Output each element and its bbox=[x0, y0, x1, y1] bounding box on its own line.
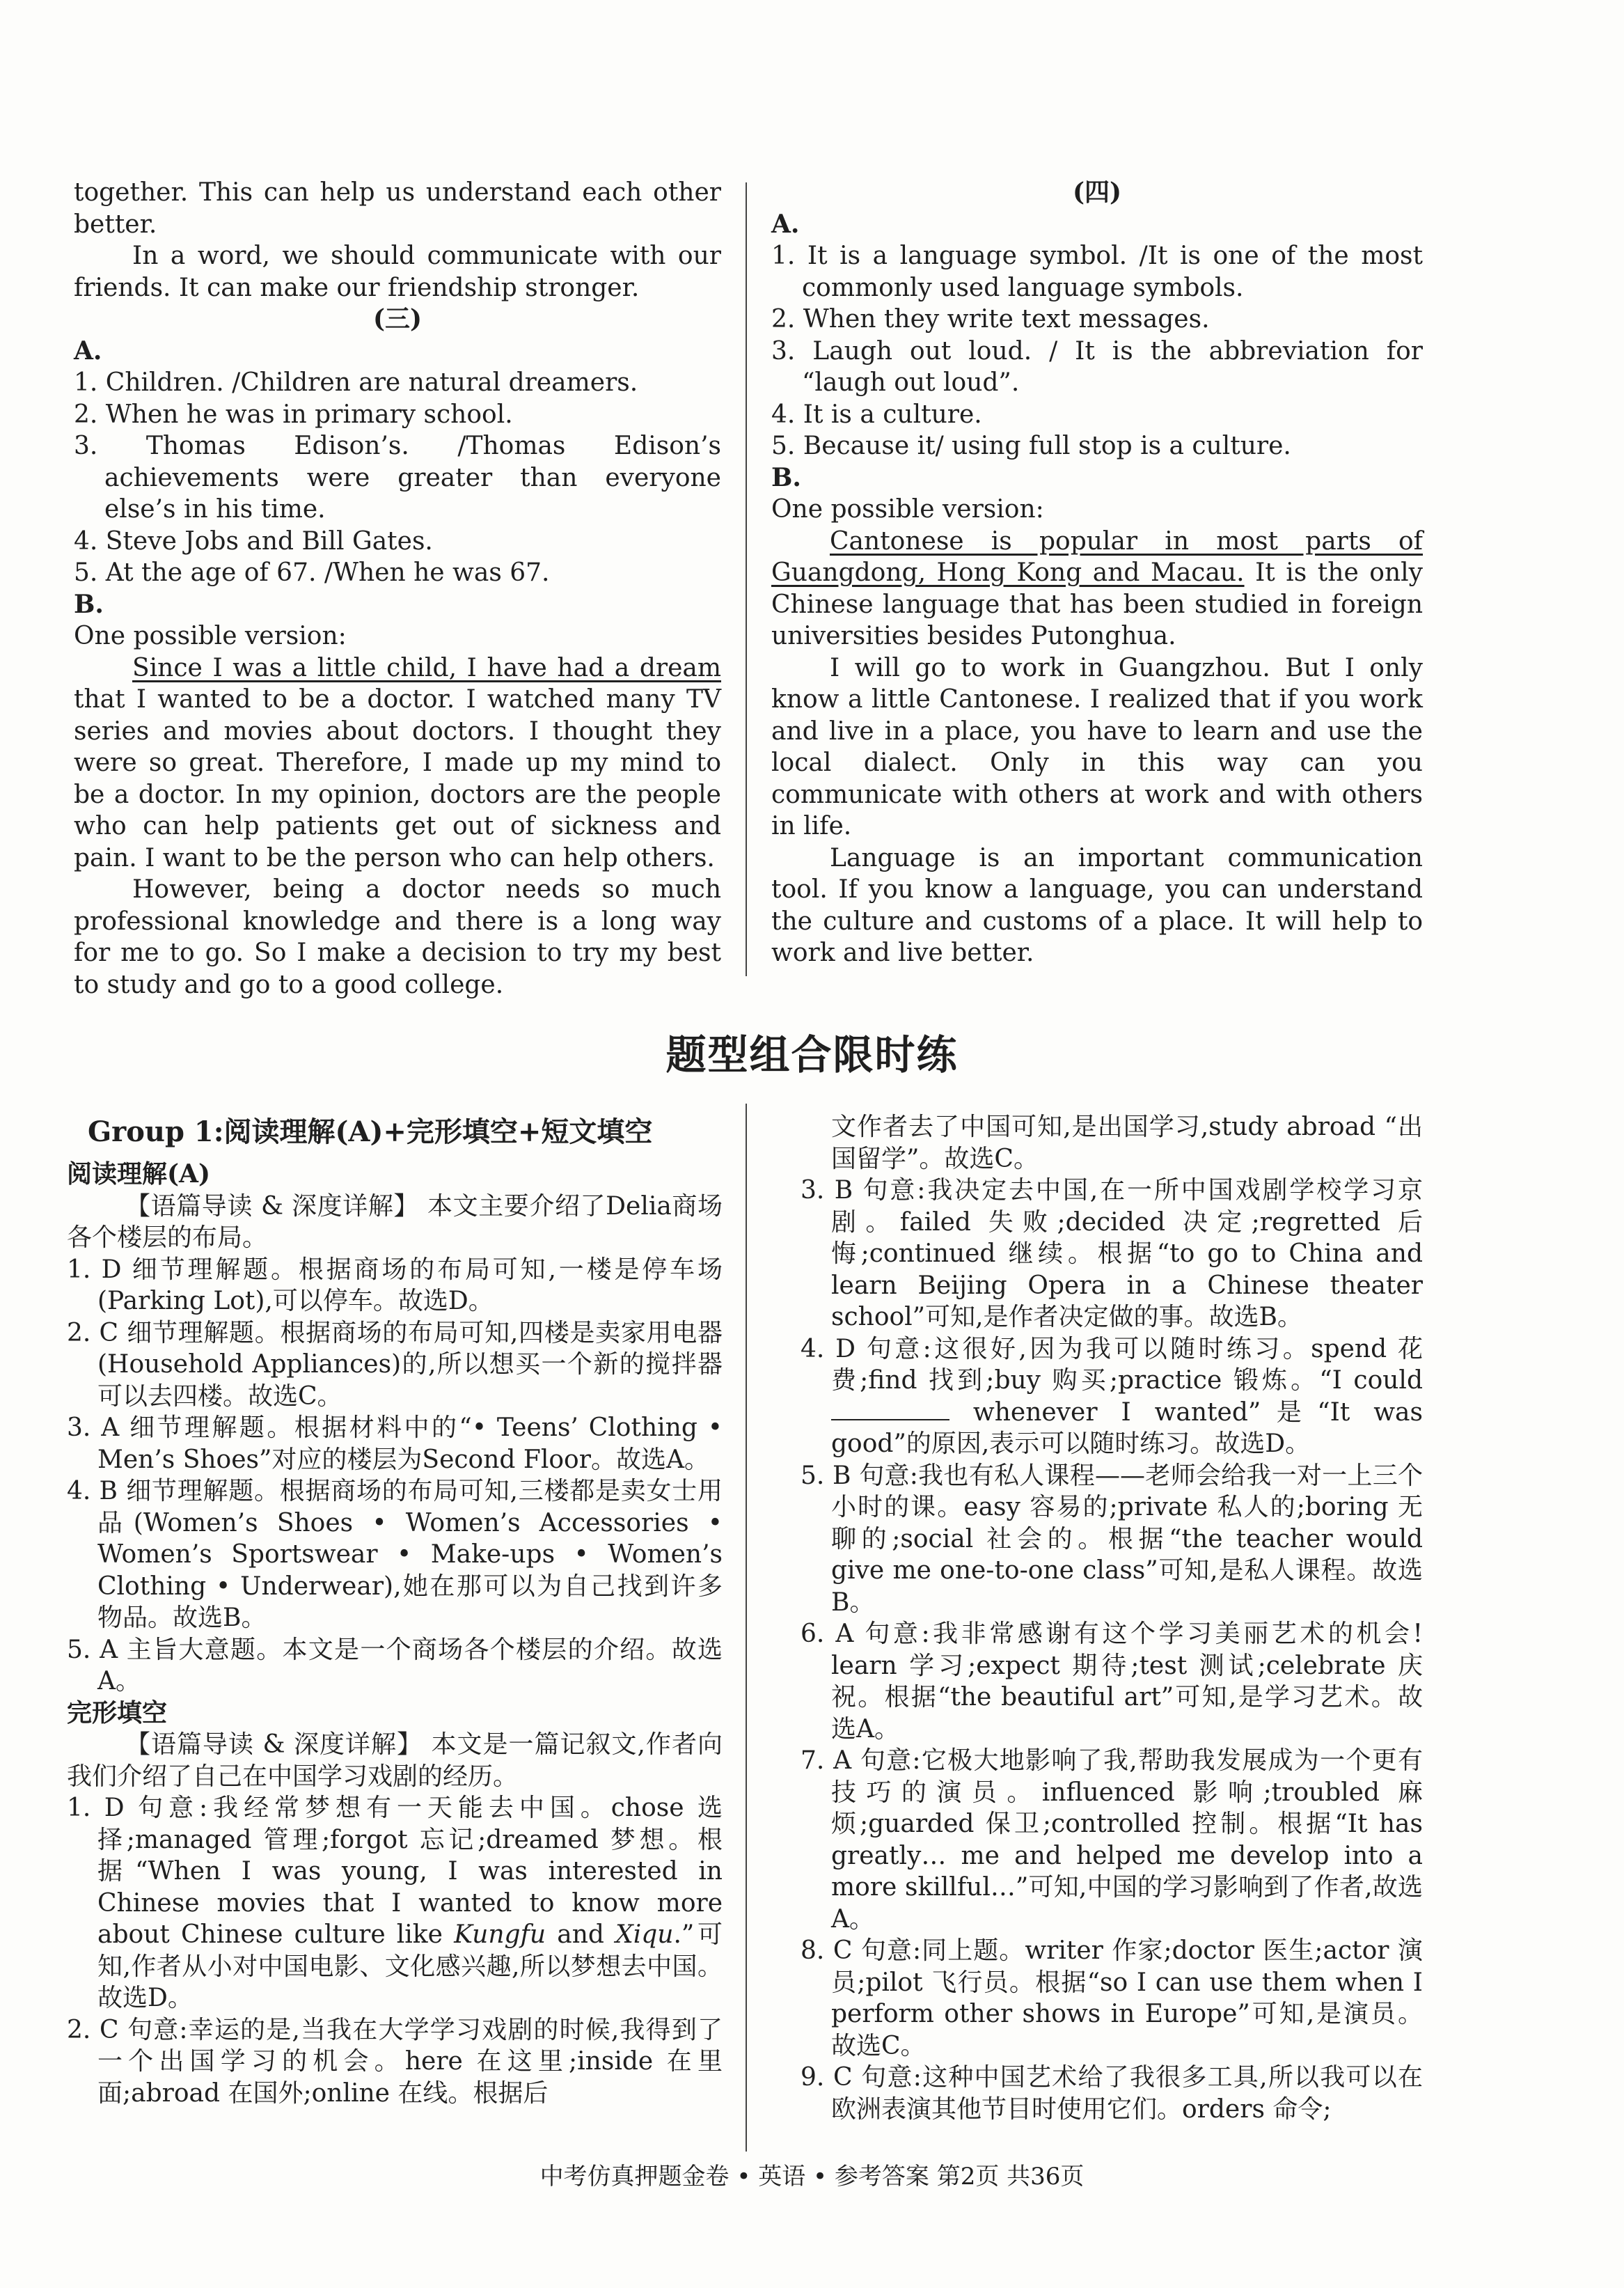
answer-item: 3. B 句意:我决定去中国,在一所中国戏剧学校学习京剧。failed 失败;decided 决定;regretted 后悔;continued 继续。根据“to go to China and learn Beijing Opera in a Chinese theater school”可知,是作者决定做的事。故选B。 bbox=[801, 1176, 1423, 1331]
answer-item: 2. C 句意:幸运的是,当我在大学学习戏剧的时候,我得到了一个出国学习的机会。here 在这里;inside 在里面;abroad 在国外;online 在线。根据后 bbox=[67, 2015, 723, 2108]
essay-text: It is the only Chinese language that has been studied in foreign universities besides Putonghua. bbox=[771, 558, 1423, 650]
answer-text: 1. D 句意:我经常梦想有一天能去中国。chose 选择;managed 管理;forgot 忘记;dreamed 梦想。根据“When I was young, I was interested in Chinese movies that I wanted to know more about Chinese culture like bbox=[67, 1794, 723, 1949]
section-heading: (四) bbox=[1072, 178, 1122, 207]
essay-paragraph: Language is an important communication tool. If you know a language, you can understand the culture and customs of a place. It will help to work and live better. bbox=[771, 843, 1423, 967]
blank-line bbox=[831, 1398, 949, 1420]
answer-item: 5. A 主旨大意题。本文是一个商场各个楼层的介绍。故选A。 bbox=[67, 1635, 723, 1695]
answer-item: 3. A 细节理解题。根据材料中的“• Teens’ Clothing • Men’s Shoes”对应的楼层为Second Floor。故选A。 bbox=[67, 1413, 723, 1474]
answer-item: 4. B 细节理解题。根据商场的布局可知,三楼都是卖女士用品(Women’s Shoes • Women’s Accessories • Women’s Sportswear • Make-ups • Women’s Clothing • Underwear),她在那可以为自己找到许多物品。故选B。 bbox=[67, 1477, 723, 1632]
italic-word: Kungfu bbox=[454, 1920, 546, 1949]
italic-word: Xiqu bbox=[615, 1920, 674, 1949]
column-divider bbox=[746, 1104, 747, 2152]
part-label: A. bbox=[771, 209, 800, 239]
top-left-column bbox=[74, 177, 721, 1001]
answer-text: .”可知,作者从小对中国电影、文化感兴趣,所以梦想去中国。故选D。 bbox=[97, 1920, 723, 2012]
essay-text: that I wanted to be a doctor. I watched many TV series and movies about doctors. I thought they were so great. Therefore, I made up my mind to be a doctor. In my opinion, doctors are the people who can help patients get out of sickness and pain. I want to be the person who can help others. bbox=[74, 685, 721, 872]
page-footer: 中考仿真押题金卷 • 英语 • 参考答案 第2页 共36页 bbox=[539, 2163, 1085, 2191]
reading-intro: 【语篇导读 & 深度详解】 本文主要介绍了Delia商场各个楼层的布局。 bbox=[67, 1191, 723, 1252]
answer-item: 4. Steve Jobs and Bill Gates. bbox=[74, 526, 433, 556]
group-title: Group 1:阅读理解(A)+完形填空+短文填空 bbox=[88, 1115, 653, 1148]
cloze-label: 完形填空 bbox=[67, 1698, 168, 1727]
part-label: B. bbox=[74, 589, 104, 619]
bottom-left-column bbox=[67, 1111, 723, 2109]
essay-paragraph bbox=[74, 652, 721, 875]
answer-continuation: 文作者去了中国可知,是出国学习,study abroad “出国留学”。故选C。 bbox=[831, 1113, 1423, 1173]
underlined-sentence: Cantonese is popular in most parts of Guangdong, Hong Kong and Macau. bbox=[771, 526, 1423, 587]
answer-text: whenever I wanted”是“It was good”的原因,表示可以随时练习。故选D。 bbox=[831, 1397, 1423, 1458]
version-label: One possible version: bbox=[74, 622, 347, 650]
column-divider bbox=[746, 182, 747, 976]
answer-item: 2. When he was in primary school. bbox=[74, 400, 513, 429]
cloze-intro: 【语篇导读 & 深度详解】 本文是一篇记叙文,作者向我们介绍了自己在中国学习戏剧的经历。 bbox=[67, 1730, 723, 1791]
essay-paragraph: However, being a doctor needs so much professional knowledge and there is a long way for me to go. So I make a decision to try my best to study and go to a good college. bbox=[74, 875, 721, 999]
part-label: A. bbox=[74, 336, 102, 366]
section-title: 题型组合限时练 bbox=[665, 1031, 959, 1079]
answer-item: 3. Laugh out loud. / It is the abbreviation for “laugh out loud”. bbox=[771, 336, 1423, 397]
answer-item: 1. D 细节理解题。根据商场的布局可知,一楼是停车场(Parking Lot),可以停车。故选D。 bbox=[67, 1255, 723, 1315]
part-label: B. bbox=[771, 462, 801, 492]
bottom-right-column bbox=[801, 1111, 1423, 2125]
version-label: One possible version: bbox=[771, 495, 1044, 524]
essay-paragraph: I will go to work in Guangzhou. But I only know a little Cantonese. I realized that if you work and live in a place, you have to learn and use the local dialect. Only in this way can you communicate with others at work and with others in life. bbox=[771, 653, 1423, 840]
answer-item: 6. A 句意:我非常感谢有这个学习美丽艺术的机会! learn 学习;expect 期待;test 测试;celebrate 庆祝。根据“the beautiful art”可知,是学习艺术。故选A。 bbox=[801, 1620, 1423, 1744]
answer-item: 5. At the age of 67. /When he was 67. bbox=[74, 558, 550, 587]
answer-item bbox=[67, 1792, 723, 2014]
text-line: together. This can help us understand each other better. bbox=[74, 178, 721, 239]
section-heading: (三) bbox=[372, 304, 423, 334]
underlined-sentence: Since I was a little child, I have had a dream bbox=[132, 653, 721, 682]
text-line: In a word, we should communicate with our friends. It can make our friendship stronger. bbox=[74, 242, 721, 302]
answer-item bbox=[801, 1333, 1423, 1460]
answer-item: 1. Children. /Children are natural dreamers. bbox=[74, 368, 638, 397]
answer-item: 9. C 句意:这种中国艺术给了我很多工具,所以我可以在欧洲表演其他节目时使用它们。orders 命令; bbox=[801, 2063, 1423, 2124]
essay-paragraph bbox=[771, 526, 1423, 652]
answer-item: 5. B 句意:我也有私人课程——老师会给我一对一上三个小时的课。easy 容易的;private 私人的;boring 无聊的;social 社会的。根据“the teacher would give me one-to-one class”可知,是私人课程。故选B。 bbox=[801, 1461, 1423, 1617]
answer-item: 2. C 细节理解题。根据商场的布局可知,四楼是卖家用电器(Household Appliances)的,所以想买一个新的搅拌器可以去四楼。故选C。 bbox=[67, 1318, 723, 1411]
top-right-column bbox=[771, 177, 1423, 969]
answer-item: 3. Thomas Edison’s. /Thomas Edison’s achievements were greater than everyone else’s in his time. bbox=[74, 432, 721, 524]
reading-label: 阅读理解(A) bbox=[67, 1159, 210, 1189]
answer-item: 2. When they write text messages. bbox=[771, 305, 1210, 334]
answer-item: 7. A 句意:它极大地影响了我,帮助我发展成为一个更有技巧的演员。influenced 影响;troubled 麻烦;guarded 保卫;controlled 控制。根据“It has greatly… me and helped me develop into a more skillful…”可知,中国的学习影响到了作者,故选A。 bbox=[801, 1746, 1423, 1934]
answer-item: 1. It is a language symbol. /It is one of the most commonly used language symbols. bbox=[771, 242, 1423, 302]
answer-item: 4. It is a culture. bbox=[771, 400, 982, 429]
answer-item: 8. C 句意:同上题。writer 作家;doctor 医生;actor 演员;pilot 飞行员。根据“so I can use them when I perform other shows in Europe”可知,是演员。故选C。 bbox=[801, 1936, 1423, 2060]
answer-text: and bbox=[546, 1920, 616, 1949]
answer-item: 5. Because it/ using full stop is a culture. bbox=[771, 432, 1291, 460]
answer-text: 4. D 句意:这很好,因为我可以随时练习。spend 花费;find 找到;buy 购买;practice 锻炼。“I could bbox=[801, 1334, 1423, 1395]
